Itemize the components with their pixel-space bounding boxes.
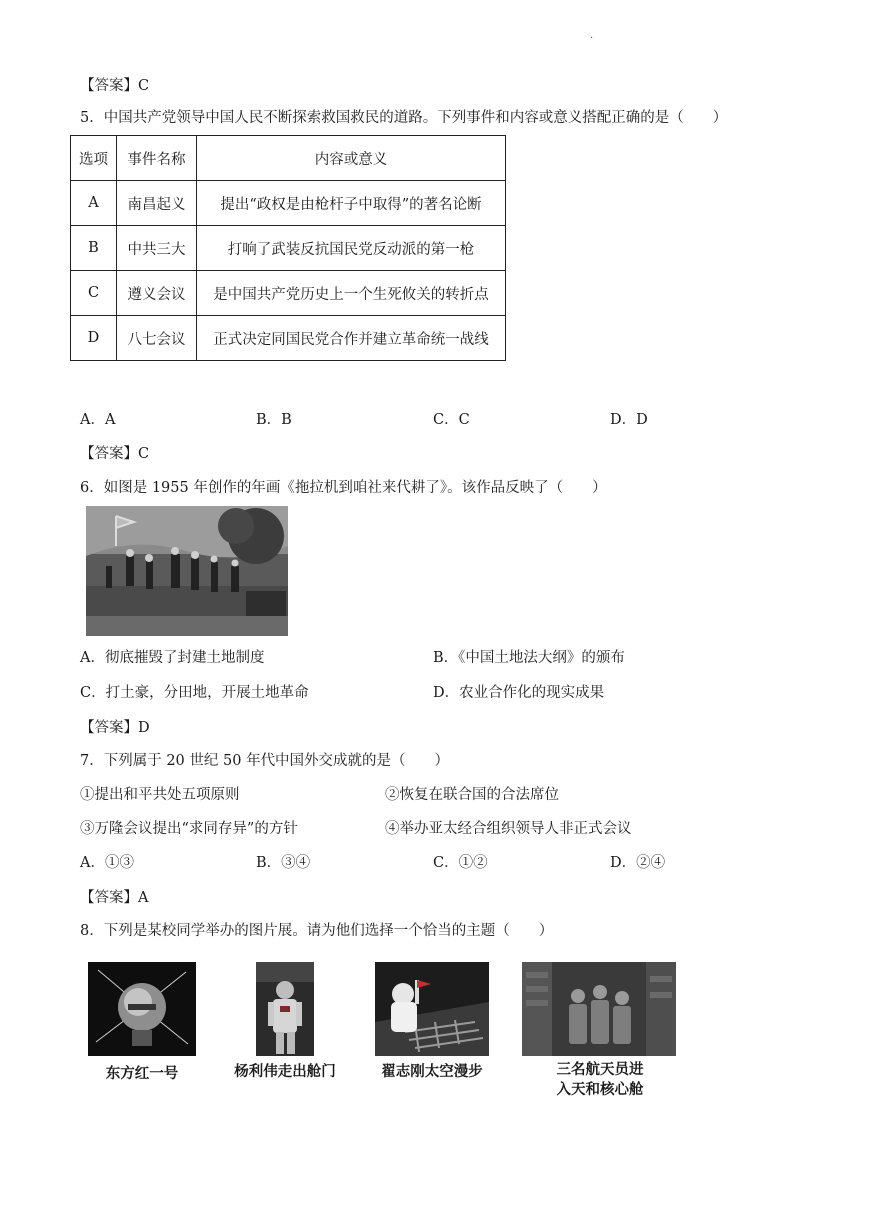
q7-item-1: ①提出和平共处五项原则 [80,787,240,803]
table-header-row [71,136,506,181]
q5-stem: 5．中国共产党领导中国人民不断探索救国救民的道路。下列事件和内容或意义搭配正确的是（ ） [80,110,728,126]
q6-option-b: B．《中国土地法大纲》的颁布 [433,650,625,666]
three-astronauts-photo [522,962,676,1056]
spacewalk-photo [375,962,489,1056]
q7-item-2: ②恢复在联合国的合法席位 [385,787,559,803]
table-row [71,226,506,271]
table-row [71,316,506,361]
answer-q4: 【答案】C [80,78,150,94]
table-cell: 遵义会议 [117,271,197,316]
q5-option-b: B．B [256,412,292,428]
table-cell: C [71,271,117,316]
table-cell: 打响了武装反抗国民党反动派的第一枪 [197,226,506,271]
answer-q7: 【答案】A [80,890,149,906]
q7-option-d: D．②④ [610,855,666,871]
astronaut-exit-photo [256,962,314,1056]
table-cell: 南昌起义 [117,181,197,226]
q7-option-a: A．①③ [80,855,134,871]
table-cell: 正式决定同国民党合作并建立革命统一战线 [197,316,506,361]
caption-three-astronauts-line2: 入天和核心舱 [556,1082,644,1098]
table-cell: B [71,226,117,271]
q7-option-b: B．③④ [256,855,311,871]
table-row [71,181,506,226]
caption-spacewalk: 翟志刚太空漫步 [381,1064,483,1080]
q8-stem: 8．下列是某校同学举办的图片展。请为他们选择一个恰当的主题（ ） [80,923,554,939]
q7-stem: 7．下列属于 20 世纪 50 年代中国外交成就的是（ ） [80,753,450,769]
table-cell: 是中国共产党历史上一个生死攸关的转折点 [197,271,506,316]
q7-item-4: ④举办亚太经合组织领导人非正式会议 [385,821,632,837]
q6-option-c: C．打土豪，分田地，开展土地革命 [80,685,309,701]
table-cell: D [71,316,117,361]
table-cell: 提出“政权是由枪杆子中取得”的著名论断 [197,181,506,226]
caption-satellite: 东方红一号 [105,1066,179,1082]
caption-astronaut-exit: 杨利伟走出舱门 [234,1064,336,1080]
table-header-cell: 事件名称 [117,136,197,181]
table-cell: A [71,181,117,226]
tractor-painting-image [86,506,288,636]
table-header-cell: 内容或意义 [197,136,506,181]
q6-stem: 6．如图是 1955 年创作的年画《拖拉机到咱社来代耕了》。该作品反映了（ ） [80,480,607,496]
table-cell: 八七会议 [117,316,197,361]
q5-option-d: D．D [610,412,648,428]
answer-q6: 【答案】D [80,720,150,736]
caption-three-astronauts-line1: 三名航天员进 [556,1062,644,1078]
q5-event-table [70,135,506,361]
q6-option-a: A．彻底摧毁了封建土地制度 [80,650,265,666]
q6-option-d: D．农业合作化的现实成果 [433,685,605,701]
q5-option-a: A．A [80,412,116,428]
satellite-photo [88,962,196,1056]
answer-q5: 【答案】C [80,446,150,462]
q7-option-c: C．①② [433,855,488,871]
q7-item-3: ③万隆会议提出“求同存异”的方针 [80,821,298,837]
table-row [71,271,506,316]
q5-option-c: C．C [433,412,470,428]
header-mark: . [590,30,594,41]
table-header-cell: 选项 [71,136,117,181]
table-cell: 中共三大 [117,226,197,271]
